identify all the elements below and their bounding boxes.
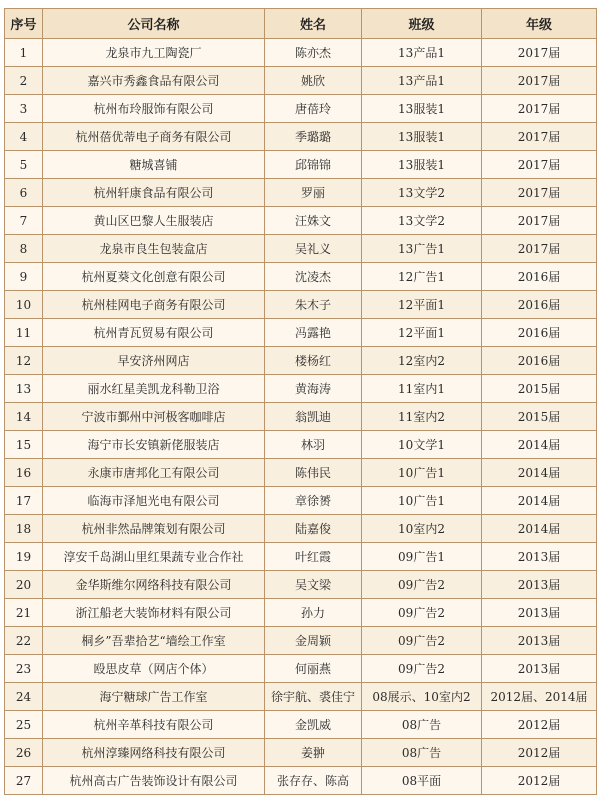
table-row bbox=[5, 543, 597, 571]
cell-index: 8 bbox=[5, 235, 43, 263]
table-row bbox=[5, 487, 597, 515]
cell-class: 13服装1 bbox=[362, 151, 482, 179]
cell-name: 陈伟民 bbox=[265, 459, 362, 487]
table-row bbox=[5, 235, 597, 263]
cell-company: 桐乡”吾辈拾艺“墙绘工作室 bbox=[43, 627, 265, 655]
table-row bbox=[5, 431, 597, 459]
cell-name: 姚欣 bbox=[265, 67, 362, 95]
cell-index: 3 bbox=[5, 95, 43, 123]
table-row bbox=[5, 319, 597, 347]
header-grade: 年级 bbox=[482, 9, 597, 39]
cell-class: 13产品1 bbox=[362, 39, 482, 67]
cell-name: 黄海涛 bbox=[265, 375, 362, 403]
cell-name: 金周颖 bbox=[265, 627, 362, 655]
cell-name: 楼杨红 bbox=[265, 347, 362, 375]
cell-index: 2 bbox=[5, 67, 43, 95]
table-row bbox=[5, 627, 597, 655]
cell-company: 淳安千岛湖山里红果蔬专业合作社 bbox=[43, 543, 265, 571]
cell-grade: 2013届 bbox=[482, 655, 597, 683]
cell-company: 杭州淳臻网络科技有限公司 bbox=[43, 739, 265, 767]
cell-company: 龙泉市九工陶瓷厂 bbox=[43, 39, 265, 67]
cell-grade: 2016届 bbox=[482, 263, 597, 291]
table-row bbox=[5, 347, 597, 375]
cell-name: 陆嘉俊 bbox=[265, 515, 362, 543]
cell-name: 金凯威 bbox=[265, 711, 362, 739]
cell-company: 宁波市鄞州中河极客咖啡店 bbox=[43, 403, 265, 431]
cell-class: 08平面 bbox=[362, 767, 482, 795]
table-row bbox=[5, 459, 597, 487]
cell-index: 13 bbox=[5, 375, 43, 403]
cell-grade: 2013届 bbox=[482, 543, 597, 571]
table-row bbox=[5, 767, 597, 795]
cell-class: 12平面1 bbox=[362, 319, 482, 347]
cell-grade: 2015届 bbox=[482, 403, 597, 431]
cell-name: 陈亦杰 bbox=[265, 39, 362, 67]
cell-name: 孙力 bbox=[265, 599, 362, 627]
cell-class: 09广告2 bbox=[362, 599, 482, 627]
table-header-row bbox=[5, 9, 597, 39]
cell-class: 10文学1 bbox=[362, 431, 482, 459]
cell-grade: 2017届 bbox=[482, 67, 597, 95]
table-row bbox=[5, 39, 597, 67]
cell-company: 临海市泽旭光电有限公司 bbox=[43, 487, 265, 515]
cell-grade: 2012届 bbox=[482, 711, 597, 739]
cell-index: 9 bbox=[5, 263, 43, 291]
cell-index: 24 bbox=[5, 683, 43, 711]
cell-class: 09广告1 bbox=[362, 543, 482, 571]
cell-index: 26 bbox=[5, 739, 43, 767]
cell-company: 杭州布玲服饰有限公司 bbox=[43, 95, 265, 123]
table-row bbox=[5, 571, 597, 599]
table-row bbox=[5, 123, 597, 151]
header-company: 公司名称 bbox=[43, 9, 265, 39]
cell-company: 杭州夏葵文化创意有限公司 bbox=[43, 263, 265, 291]
cell-name: 冯露艳 bbox=[265, 319, 362, 347]
cell-class: 10广告1 bbox=[362, 487, 482, 515]
cell-index: 27 bbox=[5, 767, 43, 795]
cell-grade: 2016届 bbox=[482, 291, 597, 319]
cell-grade: 2014届 bbox=[482, 487, 597, 515]
table-row bbox=[5, 515, 597, 543]
cell-name: 章徐赟 bbox=[265, 487, 362, 515]
cell-name: 徐宇航、裘佳宁 bbox=[265, 683, 362, 711]
table-row bbox=[5, 67, 597, 95]
cell-company: 糖城喜铺 bbox=[43, 151, 265, 179]
table-row bbox=[5, 403, 597, 431]
cell-class: 09广告2 bbox=[362, 627, 482, 655]
cell-grade: 2017届 bbox=[482, 207, 597, 235]
cell-grade: 2017届 bbox=[482, 95, 597, 123]
cell-name: 唐蓓玲 bbox=[265, 95, 362, 123]
cell-grade: 2017届 bbox=[482, 39, 597, 67]
cell-name: 叶红霞 bbox=[265, 543, 362, 571]
table-container bbox=[4, 8, 597, 795]
alumni-company-table bbox=[4, 8, 597, 795]
table-row bbox=[5, 179, 597, 207]
cell-name: 邱锦锦 bbox=[265, 151, 362, 179]
cell-company: 海宁市长安镇新佬服装店 bbox=[43, 431, 265, 459]
cell-name: 张存存、陈高 bbox=[265, 767, 362, 795]
table-row bbox=[5, 207, 597, 235]
table-row bbox=[5, 599, 597, 627]
cell-name: 朱木子 bbox=[265, 291, 362, 319]
cell-class: 13服装1 bbox=[362, 123, 482, 151]
cell-grade: 2014届 bbox=[482, 431, 597, 459]
cell-company: 杭州青瓦贸易有限公司 bbox=[43, 319, 265, 347]
cell-grade: 2017届 bbox=[482, 235, 597, 263]
cell-class: 09广告2 bbox=[362, 655, 482, 683]
cell-grade: 2017届 bbox=[482, 151, 597, 179]
table-row bbox=[5, 711, 597, 739]
cell-class: 08展示、10室内2 bbox=[362, 683, 482, 711]
header-name: 姓名 bbox=[265, 9, 362, 39]
cell-company: 杭州辛革科技有限公司 bbox=[43, 711, 265, 739]
cell-class: 12室内2 bbox=[362, 347, 482, 375]
cell-company: 杭州轩康食品有限公司 bbox=[43, 179, 265, 207]
cell-index: 18 bbox=[5, 515, 43, 543]
cell-name: 翁凯迪 bbox=[265, 403, 362, 431]
cell-index: 19 bbox=[5, 543, 43, 571]
cell-grade: 2012届、2014届 bbox=[482, 683, 597, 711]
cell-company: 杭州非然品牌策划有限公司 bbox=[43, 515, 265, 543]
cell-index: 15 bbox=[5, 431, 43, 459]
cell-company: 海宁糖球广告工作室 bbox=[43, 683, 265, 711]
table-row bbox=[5, 263, 597, 291]
cell-class: 08广告 bbox=[362, 711, 482, 739]
cell-class: 11室内2 bbox=[362, 403, 482, 431]
cell-company: 嘉兴市秀鑫食品有限公司 bbox=[43, 67, 265, 95]
cell-grade: 2016届 bbox=[482, 347, 597, 375]
cell-class: 13服装1 bbox=[362, 95, 482, 123]
cell-name: 何丽燕 bbox=[265, 655, 362, 683]
cell-index: 22 bbox=[5, 627, 43, 655]
cell-name: 汪姝文 bbox=[265, 207, 362, 235]
table-row bbox=[5, 655, 597, 683]
cell-name: 林羽 bbox=[265, 431, 362, 459]
cell-class: 13文学2 bbox=[362, 207, 482, 235]
cell-grade: 2015届 bbox=[482, 375, 597, 403]
cell-name: 季璐璐 bbox=[265, 123, 362, 151]
table-row bbox=[5, 739, 597, 767]
cell-grade: 2017届 bbox=[482, 179, 597, 207]
cell-name: 罗丽 bbox=[265, 179, 362, 207]
cell-company: 杭州桂网电子商务有限公司 bbox=[43, 291, 265, 319]
cell-class: 13产品1 bbox=[362, 67, 482, 95]
cell-index: 16 bbox=[5, 459, 43, 487]
cell-company: 丽水红星美凯龙科勒卫浴 bbox=[43, 375, 265, 403]
cell-index: 20 bbox=[5, 571, 43, 599]
cell-index: 1 bbox=[5, 39, 43, 67]
table-row bbox=[5, 151, 597, 179]
cell-index: 11 bbox=[5, 319, 43, 347]
cell-grade: 2013届 bbox=[482, 599, 597, 627]
cell-index: 7 bbox=[5, 207, 43, 235]
cell-grade: 2014届 bbox=[482, 515, 597, 543]
cell-class: 13广告1 bbox=[362, 235, 482, 263]
cell-grade: 2012届 bbox=[482, 739, 597, 767]
cell-company: 殴思皮草（网店个体） bbox=[43, 655, 265, 683]
cell-company: 黄山区巴黎人生服装店 bbox=[43, 207, 265, 235]
cell-company: 早安济州网店 bbox=[43, 347, 265, 375]
cell-class: 10室内2 bbox=[362, 515, 482, 543]
cell-company: 永康市唐邦化工有限公司 bbox=[43, 459, 265, 487]
cell-grade: 2012届 bbox=[482, 767, 597, 795]
cell-class: 08广告 bbox=[362, 739, 482, 767]
cell-class: 10广告1 bbox=[362, 459, 482, 487]
table-row bbox=[5, 375, 597, 403]
cell-index: 14 bbox=[5, 403, 43, 431]
cell-grade: 2017届 bbox=[482, 123, 597, 151]
cell-company: 浙江船老大装饰材料有限公司 bbox=[43, 599, 265, 627]
cell-index: 10 bbox=[5, 291, 43, 319]
cell-index: 6 bbox=[5, 179, 43, 207]
cell-class: 11室内1 bbox=[362, 375, 482, 403]
cell-name: 吴文梁 bbox=[265, 571, 362, 599]
cell-grade: 2014届 bbox=[482, 459, 597, 487]
header-index: 序号 bbox=[5, 9, 43, 39]
cell-company: 杭州高古广告装饰设计有限公司 bbox=[43, 767, 265, 795]
cell-index: 23 bbox=[5, 655, 43, 683]
cell-name: 吴礼义 bbox=[265, 235, 362, 263]
cell-name: 沈凌杰 bbox=[265, 263, 362, 291]
table-row bbox=[5, 95, 597, 123]
cell-class: 12广告1 bbox=[362, 263, 482, 291]
table-row bbox=[5, 291, 597, 319]
cell-class: 09广告2 bbox=[362, 571, 482, 599]
header-class: 班级 bbox=[362, 9, 482, 39]
cell-name: 姜翀 bbox=[265, 739, 362, 767]
cell-index: 21 bbox=[5, 599, 43, 627]
cell-company: 金华斯维尔网络科技有限公司 bbox=[43, 571, 265, 599]
cell-grade: 2016届 bbox=[482, 319, 597, 347]
cell-company: 杭州蓓优蒂电子商务有限公司 bbox=[43, 123, 265, 151]
cell-grade: 2013届 bbox=[482, 627, 597, 655]
cell-class: 12平面1 bbox=[362, 291, 482, 319]
cell-index: 25 bbox=[5, 711, 43, 739]
cell-index: 12 bbox=[5, 347, 43, 375]
cell-index: 4 bbox=[5, 123, 43, 151]
cell-class: 13文学2 bbox=[362, 179, 482, 207]
table-row bbox=[5, 683, 597, 711]
cell-index: 5 bbox=[5, 151, 43, 179]
table-body bbox=[5, 39, 597, 795]
cell-index: 17 bbox=[5, 487, 43, 515]
cell-grade: 2013届 bbox=[482, 571, 597, 599]
cell-company: 龙泉市良生包装盒店 bbox=[43, 235, 265, 263]
